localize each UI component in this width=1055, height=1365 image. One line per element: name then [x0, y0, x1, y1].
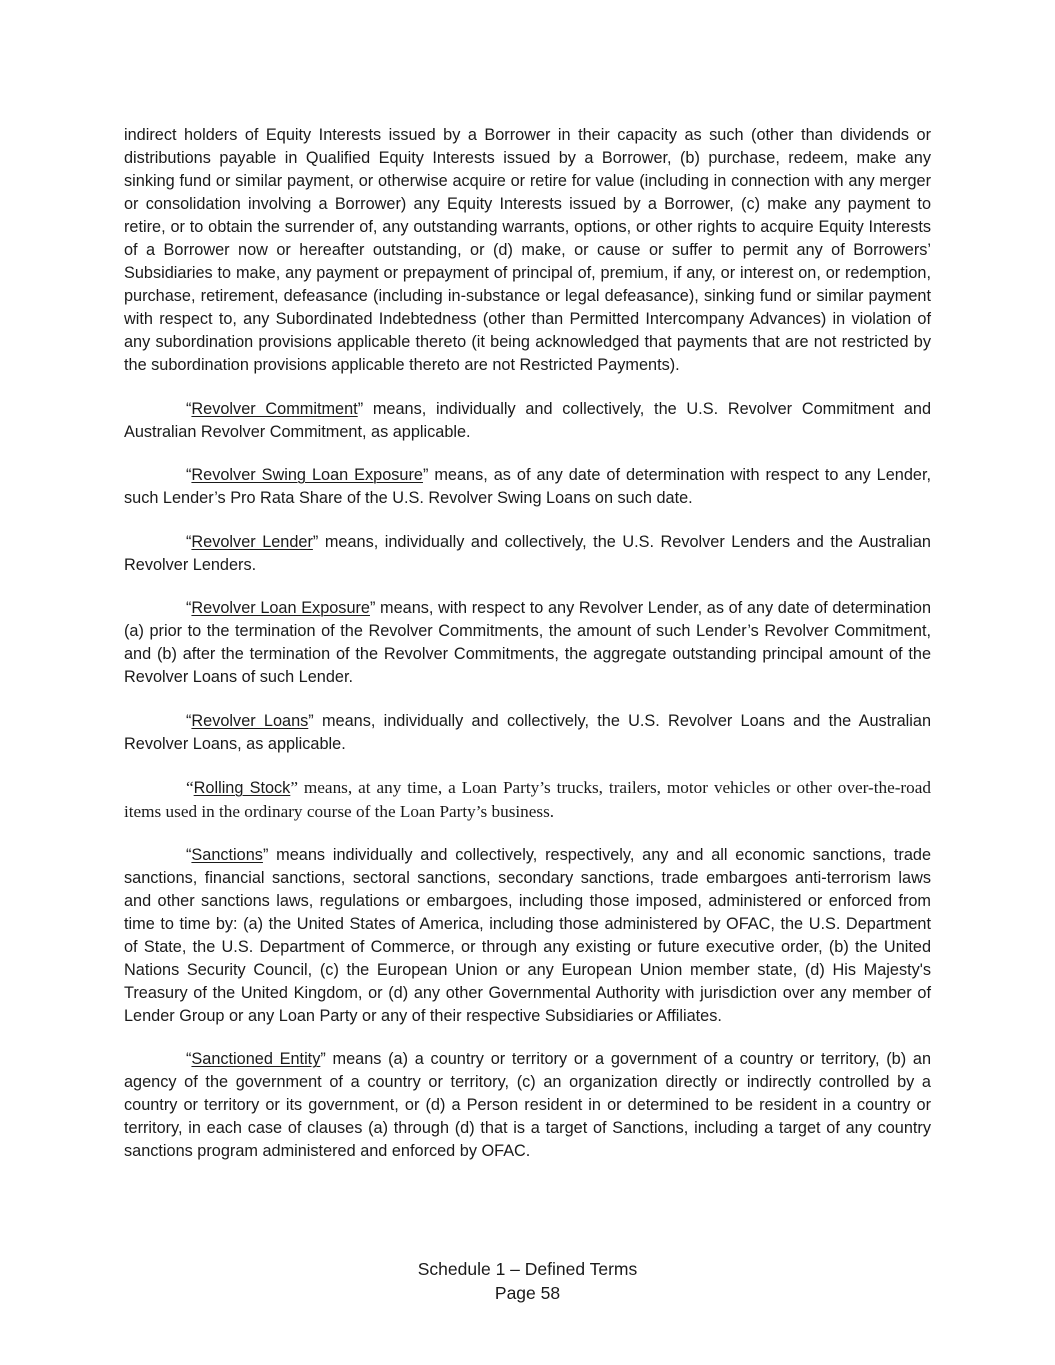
definition-text: means, individually and collectively, the U.S. Revolver Commitment and Australian Revolver Commitment, as applicable.: [124, 399, 931, 441]
defined-term: Revolver Loan Exposure: [191, 599, 370, 617]
open-quote: “: [186, 1050, 192, 1068]
close-quote: ”: [320, 1050, 326, 1068]
close-quote: ”: [262, 845, 269, 864]
open-quote: “: [186, 532, 192, 551]
close-quote: ”: [422, 466, 429, 484]
definition-text: means, as of any date of determination with respect to any Lender, such Lender’s Pro Rata Share of the U.S. Revolver Swing Loans on such date.: [124, 466, 931, 507]
defined-term: Revolver Swing Loan Exposure: [191, 466, 423, 484]
close-quote: ”: [357, 399, 364, 418]
open-quote: “: [186, 466, 192, 484]
page-footer: [0, 1257, 1055, 1305]
defined-term: Revolver Loans: [191, 711, 309, 730]
defined-term: Revolver Commitment: [191, 399, 358, 418]
open-quote: “: [186, 399, 192, 418]
open-quote: “: [186, 778, 194, 797]
close-quote: ”: [369, 599, 376, 617]
definition-text: means, with respect to any Revolver Lender, as of any date of determination (a) prior to the termination of the Revolver Commitments, the amount of such Lender’s Revolver Commitment, and (b) after the termination of the Revolver Commitments, the aggregate outstanding principal amount of the Revolver Loans of such Lender.: [124, 599, 931, 686]
page-number: Page 58: [494, 1283, 561, 1303]
definition-revolver-commitment: [124, 398, 931, 444]
open-quote: “: [186, 711, 192, 730]
close-quote: ”: [290, 778, 298, 797]
definition-text: means, individually and collectively, the U.S. Revolver Loans and the Australian Revolver Loans, as applicable.: [124, 711, 931, 753]
definition-revolver-swing-loan-exposure: [124, 464, 931, 510]
definition-sanctioned-entity: [124, 1048, 931, 1163]
definition-revolver-loans: [124, 710, 931, 756]
definition-text: means individually and collectively, respectively, any and all economic sanctions, trade sanctions, financial sanctions, sectoral sanctions, secondary sanctions, trade embargoes anti-terrorism laws and other sanctions laws, regulations or embargoes, including those imposed, administered or enforced from time to time by: (a) the United States of America, including those administered by OFAC, the U.S. Department of State, the U.S. Department of Commerce, or through any existing or future executive order, (b) the United Nations Security Council, (c) the European Union or any European Union member state, (d) His Majesty's Treasury of the United Kingdom, or (d) any other Governmental Authority with jurisdiction over any member of Lender Group or any Loan Party or any of their respective Subsidiaries or Affiliates.: [124, 845, 931, 1025]
definition-text: means (a) a country or territory or a government of a country or territory, (b) an agency of the government of a country or territory, (c) an organization directly or indirectly controlled by a country or territory or its government, or (d) a Person resident in or determined to be resident in a country or territory, in each case of clauses (a) through (d) that is a target of Sanctions, including a target of any country sanctions program administered and enforced by OFAC.: [124, 1050, 931, 1160]
definition-text: means, individually and collectively, the U.S. Revolver Lenders and the Australian Revolver Lenders.: [124, 532, 931, 574]
restricted-payments-continuation: [124, 124, 931, 377]
defined-term: Sanctioned Entity: [191, 1050, 321, 1068]
schedule-title: Schedule 1 – Defined Terms: [417, 1259, 638, 1279]
open-quote: “: [186, 599, 192, 617]
defined-term: Revolver Lender: [191, 532, 313, 551]
definition-revolver-loan-exposure: [124, 597, 931, 689]
definition-rolling-stock: [124, 776, 931, 823]
definition-revolver-lender: [124, 531, 931, 577]
document-body: [124, 124, 931, 1184]
open-quote: “: [186, 845, 192, 864]
close-quote: ”: [308, 711, 314, 730]
paragraph-text: indirect holders of Equity Interests issued by a Borrower in their capacity as such (other than dividends or distributions payable in Qualified Equity Interests issued by a Borrower, (b) purchase, redeem, make any sinking fund or similar payment, or otherwise acquire or retire for value (including in connection with any merger or consolidation involving a Borrower) any Equity Interests issued by a Borrower, (c) make any payment to retire, or to obtain the surrender of, any outstanding warrants, options, or other rights to acquire Equity Interests of a Borrower now or hereafter outstanding, or (d) make, or cause or suffer to permit any of Borrowers’ Subsidiaries to make, any payment or prepayment of principal of, premium, if any, or interest on, or redemption, purchase, retirement, defeasance (including in-substance or legal defeasance), sinking fund or similar payment with respect to, any Subordinated Indebtedness (other than Permitted Intercompany Advances) in violation of any subordination provisions applicable thereto (it being acknowledged that payments that are not restricted by the subordination provisions applicable thereto are not Restricted Payments).: [124, 126, 931, 374]
definition-sanctions: [124, 844, 931, 1028]
defined-term: Sanctions: [191, 845, 263, 864]
definition-text: means, at any time, a Loan Party’s trucks, trailers, motor vehicles or other over-the-road items used in the ordinary course of the Loan Party’s business.: [124, 778, 931, 821]
defined-term: Rolling Stock: [193, 779, 291, 797]
close-quote: ”: [312, 532, 319, 551]
